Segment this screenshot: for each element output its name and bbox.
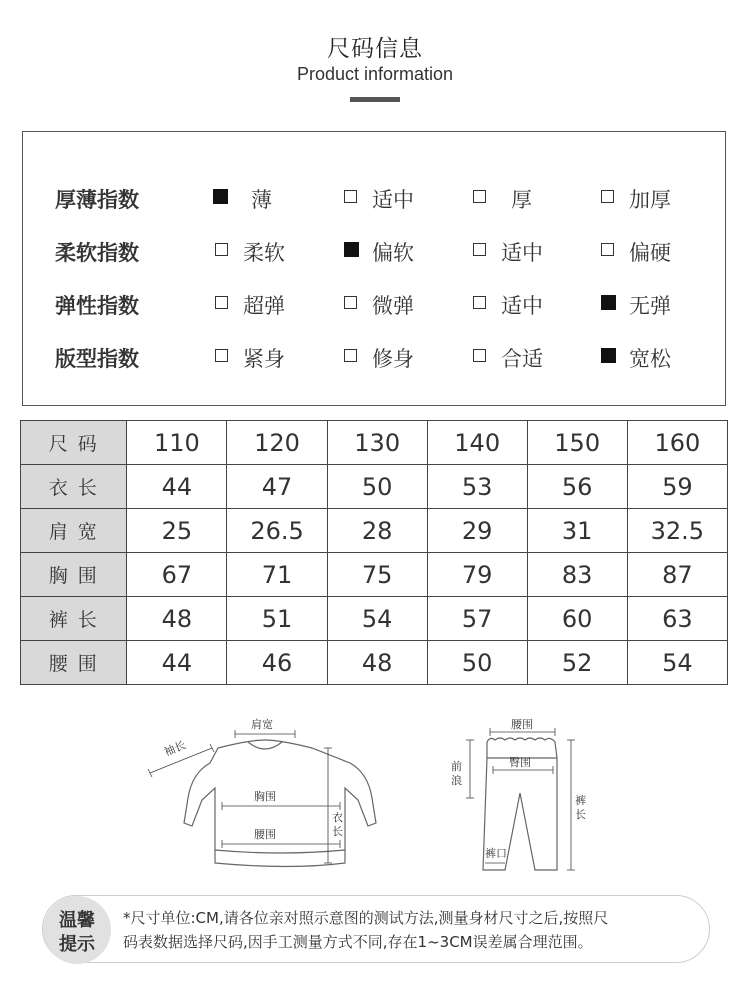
checkbox-empty-icon xyxy=(473,349,486,362)
table-cell: 71 xyxy=(227,553,327,597)
rise-label-1: 前 xyxy=(451,760,462,773)
length-label-2: 长 xyxy=(332,825,343,838)
table-cell: 56 xyxy=(527,465,627,509)
checkbox-empty-icon xyxy=(215,296,228,309)
page-title: 尺码信息 xyxy=(327,36,423,62)
checkbox-empty-icon xyxy=(473,243,486,256)
pants-waist-label: 腰围 xyxy=(511,718,533,731)
table-row xyxy=(21,553,728,597)
table-cell: 52 xyxy=(527,641,627,685)
checkbox-empty-icon xyxy=(344,190,357,203)
table-cell: 50 xyxy=(327,465,427,509)
index-label: 厚薄指数 xyxy=(55,188,139,212)
tip-line: 码表数据选择尺码,因手工测量方式不同,存在1~3CM误差属合理范围。 xyxy=(123,933,593,951)
table-row xyxy=(21,641,728,685)
index-label: 弹性指数 xyxy=(55,294,139,318)
table-cell: 110 xyxy=(127,421,227,465)
table-cell: 31 xyxy=(527,509,627,553)
pants-length-label-2: 长 xyxy=(575,808,586,821)
index-row-elasticity: 弹性指数 超弹 微弹 适中 无弹 xyxy=(23,284,727,324)
tip-text xyxy=(123,906,703,954)
table-cell: 59 xyxy=(627,465,727,509)
table-row xyxy=(21,597,728,641)
table-cell: 50 xyxy=(427,641,527,685)
pants-length-label-1: 裤 xyxy=(575,794,586,807)
row-header: 衣长 xyxy=(21,465,127,509)
checkbox-empty-icon xyxy=(215,349,228,362)
hem-label: 裤口 xyxy=(485,847,507,860)
hip-label: 臀围 xyxy=(509,756,531,769)
tip-line: *尺寸单位:CM,请各位亲对照示意图的测试方法,测量身材尺寸之后,按照尺 xyxy=(123,909,609,927)
table-cell: 60 xyxy=(527,597,627,641)
shoulder-label: 肩宽 xyxy=(251,718,273,731)
table-row xyxy=(21,421,728,465)
warm-tip-box xyxy=(42,895,710,963)
table-cell: 25 xyxy=(127,509,227,553)
table-cell: 26.5 xyxy=(227,509,327,553)
checkbox-empty-icon xyxy=(601,190,614,203)
page-subtitle: Product information xyxy=(296,64,454,84)
length-label-1: 衣 xyxy=(332,811,343,824)
checkbox-empty-icon xyxy=(473,190,486,203)
table-cell: 53 xyxy=(427,465,527,509)
table-row xyxy=(21,509,728,553)
index-row-softness: 柔软指数 柔软 偏软 适中 偏硬 xyxy=(23,231,727,271)
checkbox-empty-icon xyxy=(344,296,357,309)
table-cell: 44 xyxy=(127,641,227,685)
checkbox-empty-icon xyxy=(473,296,486,309)
checkbox-empty-icon xyxy=(601,243,614,256)
rise-label-2: 浪 xyxy=(451,774,462,787)
row-header: 肩宽 xyxy=(21,509,127,553)
table-cell: 51 xyxy=(227,597,327,641)
tip-badge: 温馨 提示 xyxy=(43,896,111,964)
table-cell: 29 xyxy=(427,509,527,553)
checkbox-checked-icon xyxy=(213,189,228,204)
table-cell: 130 xyxy=(327,421,427,465)
top-measure-diagram xyxy=(140,718,400,878)
table-cell: 32.5 xyxy=(627,509,727,553)
table-cell: 48 xyxy=(327,641,427,685)
table-cell: 120 xyxy=(227,421,327,465)
row-header: 裤长 xyxy=(21,597,127,641)
waist-label: 腰围 xyxy=(254,828,276,841)
table-cell: 44 xyxy=(127,465,227,509)
checkbox-empty-icon xyxy=(344,349,357,362)
section-header xyxy=(0,0,750,110)
table-row xyxy=(21,465,728,509)
index-row-thickness: 厚薄指数 薄 适中 厚 加厚 xyxy=(23,178,727,218)
table-cell: 63 xyxy=(627,597,727,641)
table-cell: 67 xyxy=(127,553,227,597)
checkbox-checked-icon xyxy=(601,295,616,310)
pants-measure-diagram xyxy=(445,718,605,883)
table-cell: 160 xyxy=(627,421,727,465)
table-cell: 57 xyxy=(427,597,527,641)
table-cell: 28 xyxy=(327,509,427,553)
index-row-fit: 版型指数 紧身 修身 合适 宽松 xyxy=(23,337,727,377)
table-cell: 79 xyxy=(427,553,527,597)
title-underline xyxy=(350,97,400,102)
table-cell: 46 xyxy=(227,641,327,685)
index-label: 版型指数 xyxy=(55,347,139,371)
fabric-index-panel xyxy=(22,131,726,406)
table-cell: 48 xyxy=(127,597,227,641)
table-cell: 150 xyxy=(527,421,627,465)
checkbox-checked-icon xyxy=(601,348,616,363)
table-cell: 83 xyxy=(527,553,627,597)
table-cell: 54 xyxy=(327,597,427,641)
size-chart-table xyxy=(20,420,728,685)
table-cell: 140 xyxy=(427,421,527,465)
row-header: 尺码 xyxy=(21,421,127,465)
checkbox-checked-icon xyxy=(344,242,359,257)
checkbox-empty-icon xyxy=(215,243,228,256)
row-header: 胸围 xyxy=(21,553,127,597)
sleeve-label: 袖长 xyxy=(162,738,188,759)
table-cell: 54 xyxy=(627,641,727,685)
index-label: 柔软指数 xyxy=(55,241,139,265)
chest-label: 胸围 xyxy=(254,790,276,803)
row-header: 腰围 xyxy=(21,641,127,685)
table-cell: 87 xyxy=(627,553,727,597)
table-cell: 75 xyxy=(327,553,427,597)
table-cell: 47 xyxy=(227,465,327,509)
